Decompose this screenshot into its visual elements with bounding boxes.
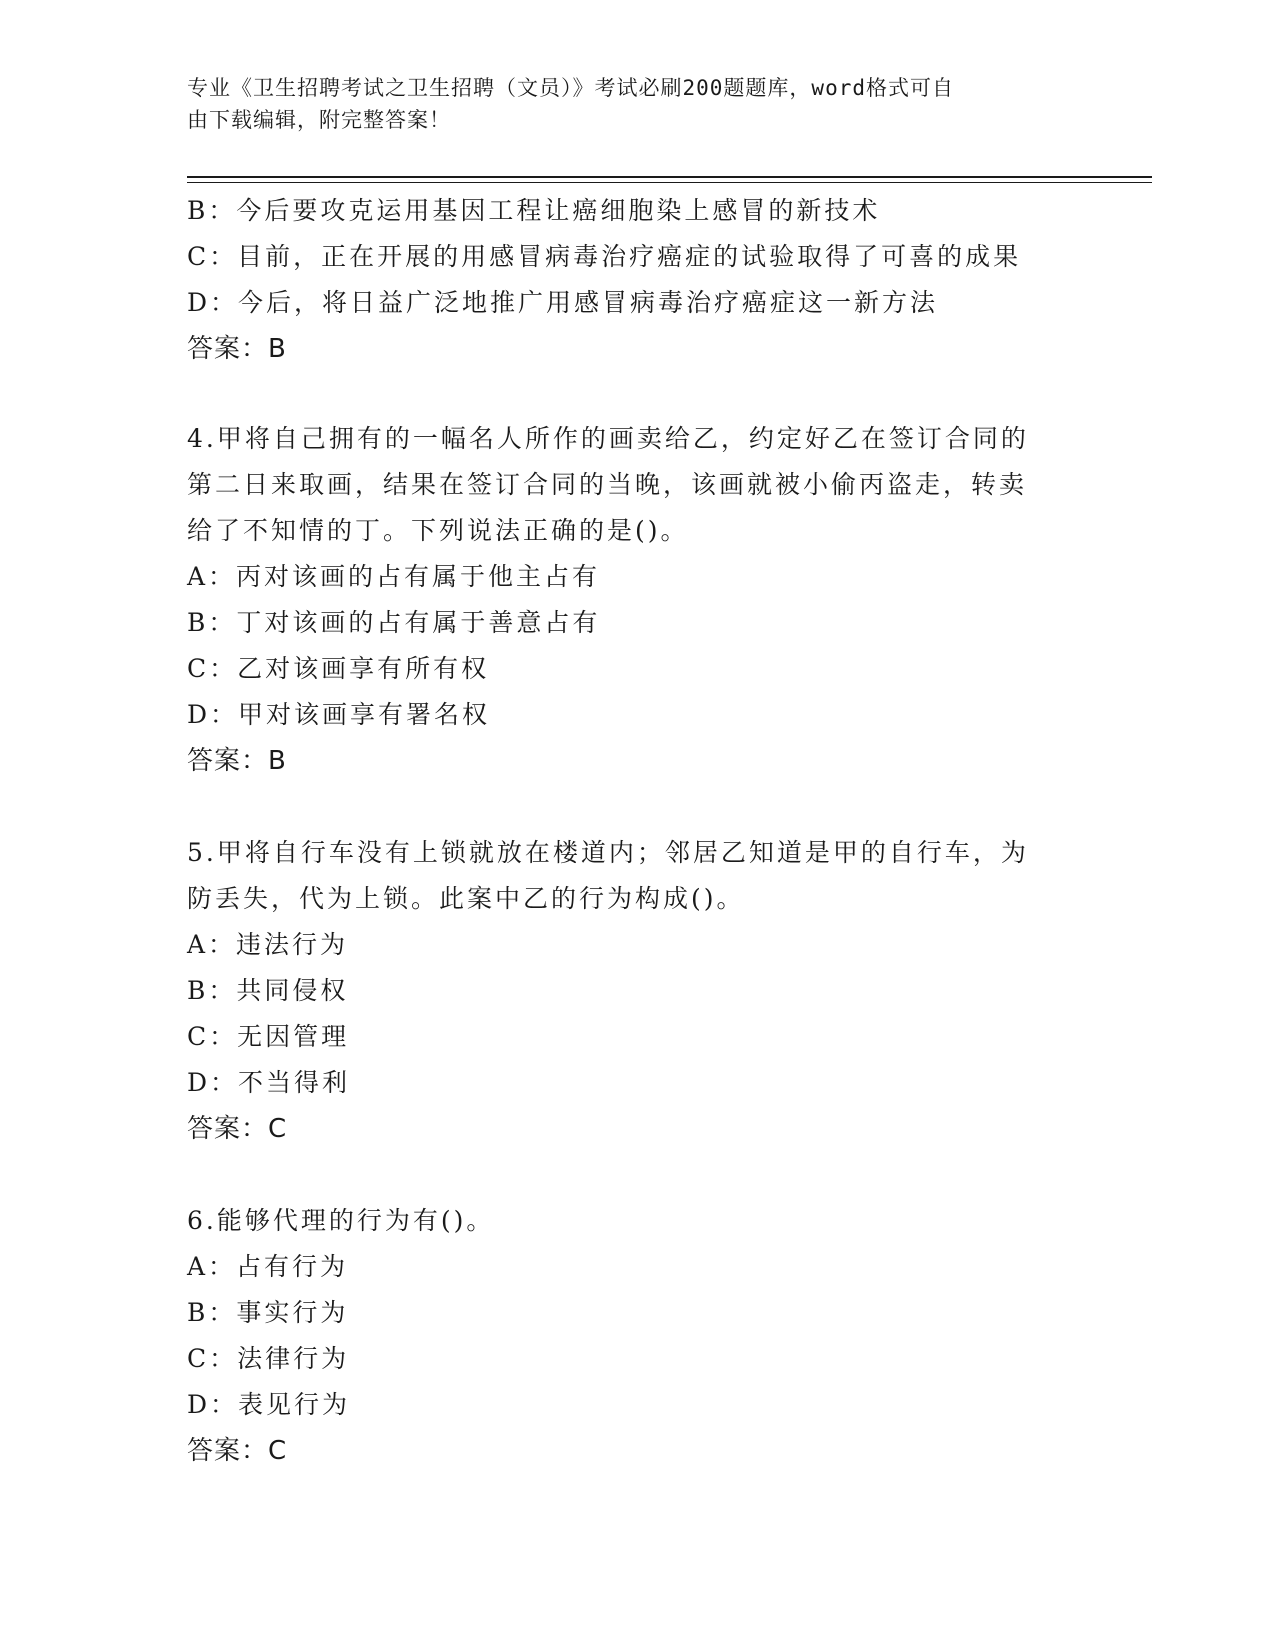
spacer <box>187 784 1067 830</box>
header-line-2: 由下载编辑，附完整答案！ <box>187 108 451 132</box>
q3-answer: 答案：B <box>187 334 287 364</box>
q5-stem-line-1: 5.甲将自行车没有上锁就放在楼道内；邻居乙知道是甲的自行车，为 <box>187 838 1029 867</box>
q3-option-d: D：今后，将日益广泛地推广用感冒病毒治疗癌症这一新方法 <box>187 288 939 317</box>
q4-answer: 答案：B <box>187 746 287 776</box>
q6-answer: 答案：C <box>187 1436 288 1466</box>
q5-option-a: A：违法行为 <box>187 930 349 959</box>
q6-option-c: C：法律行为 <box>187 1344 350 1373</box>
q5-option-b: B：共同侵权 <box>187 976 349 1005</box>
q6-option-d: D：表见行为 <box>187 1390 351 1419</box>
q5-answer: 答案：C <box>187 1114 288 1144</box>
header-divider-thick <box>187 176 1152 178</box>
spacer <box>187 372 1067 416</box>
q4-stem-line-3: 给了不知情的丁。下列说法正确的是()。 <box>187 516 689 545</box>
document-header <box>187 72 1067 136</box>
q6-option-b: B：事实行为 <box>187 1298 349 1327</box>
q5-option-d: D：不当得利 <box>187 1068 351 1097</box>
q6-option-a: A：占有行为 <box>187 1252 349 1281</box>
header-line-1: 专业《卫生招聘考试之卫生招聘（文员）》考试必刷200题题库，word格式可自 <box>187 76 954 100</box>
q4-option-c: C：乙对该画享有所有权 <box>187 654 490 683</box>
question-list <box>187 188 1067 1474</box>
question-5 <box>187 830 1067 1152</box>
q5-stem-line-2: 防丢失，代为上锁。此案中乙的行为构成()。 <box>187 884 745 913</box>
question-6 <box>187 1198 1067 1474</box>
q4-stem-line-2: 第二日来取画，结果在签订合同的当晚，该画就被小偷丙盗走，转卖 <box>187 470 1028 499</box>
q4-stem-line-1: 4.甲将自己拥有的一幅名人所作的画卖给乙，约定好乙在签订合同的 <box>187 424 1029 453</box>
q6-stem-line-1: 6.能够代理的行为有()。 <box>187 1206 495 1235</box>
q4-option-b: B：丁对该画的占有属于善意占有 <box>187 608 601 637</box>
q4-option-a: A：丙对该画的占有属于他主占有 <box>187 562 601 591</box>
q3-option-b: B：今后要攻克运用基因工程让癌细胞染上感冒的新技术 <box>187 196 881 225</box>
q3-option-c: C：目前，正在开展的用感冒病毒治疗癌症的试验取得了可喜的成果 <box>187 242 1022 271</box>
question-3 <box>187 188 1067 372</box>
question-4 <box>187 416 1067 784</box>
q5-option-c: C：无因管理 <box>187 1022 350 1051</box>
spacer <box>187 1152 1067 1198</box>
header-divider-thin <box>187 182 1152 183</box>
q4-option-d: D：甲对该画享有署名权 <box>187 700 491 729</box>
